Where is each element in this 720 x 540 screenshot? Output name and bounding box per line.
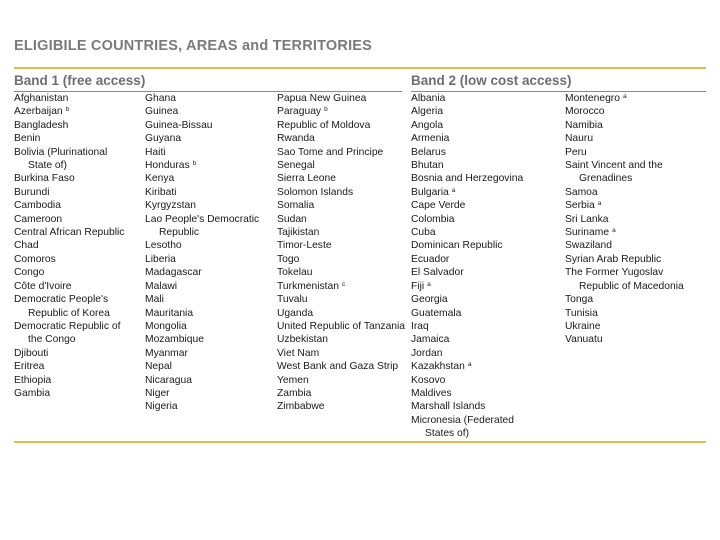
country-item xyxy=(277,266,405,279)
country-name-continuation: the Congo xyxy=(28,334,76,346)
country-item xyxy=(411,266,523,279)
country-item xyxy=(411,239,523,252)
country-name: Maldives xyxy=(411,387,452,399)
country-name: Angola xyxy=(411,119,444,131)
country-name: Guyana xyxy=(145,133,182,145)
country-name: Myanmar xyxy=(145,347,188,359)
country-name: Tajikistan xyxy=(277,227,320,239)
band-2-column-1 xyxy=(411,92,523,441)
country-name-continuation: Republic of Korea xyxy=(28,307,110,319)
country-name: Tuvalu xyxy=(277,294,308,306)
country-name: Mali xyxy=(145,294,164,306)
country-name: Zimbabwe xyxy=(277,401,325,413)
country-name: Ghana xyxy=(145,93,176,104)
country-item xyxy=(145,347,259,360)
country-name: El Salvador xyxy=(411,267,464,279)
country-item xyxy=(411,293,523,306)
country-name: Afghanistan xyxy=(14,93,69,104)
country-name: Bulgaria xyxy=(411,186,449,198)
country-name: Republic of Moldova xyxy=(277,119,371,131)
country-item xyxy=(14,132,124,145)
band-1-column-3 xyxy=(277,92,405,414)
country-name: Cape Verde xyxy=(411,200,466,212)
country-name: Malawi xyxy=(145,280,178,292)
country-item xyxy=(277,146,405,159)
country-item xyxy=(411,186,523,199)
country-name: Somalia xyxy=(277,200,315,212)
country-item xyxy=(411,320,523,333)
country-name: Tunisia xyxy=(565,307,598,319)
country-name: Iraq xyxy=(411,320,429,332)
country-item xyxy=(411,92,523,105)
country-item xyxy=(565,253,684,266)
country-name: Samoa xyxy=(565,186,598,198)
country-name: Belarus xyxy=(411,146,446,158)
country-name: Cambodia xyxy=(14,200,61,212)
country-name: Armenia xyxy=(411,133,450,145)
country-item xyxy=(145,307,259,320)
country-item xyxy=(14,360,124,373)
country-name: Yemen xyxy=(277,374,309,386)
country-name: Serbia xyxy=(565,200,595,212)
country-name: Senegal xyxy=(277,160,315,172)
country-item xyxy=(565,92,684,105)
footnote-marker: a xyxy=(597,200,602,208)
country-name: Ecuador xyxy=(411,253,450,265)
country-name: Burundi xyxy=(14,186,50,198)
country-item xyxy=(411,307,523,320)
country-name: Cuba xyxy=(411,227,436,239)
country-item xyxy=(565,293,684,306)
country-item xyxy=(565,132,684,145)
country-item xyxy=(565,226,684,239)
country-item xyxy=(277,253,405,266)
country-name: Swaziland xyxy=(565,240,612,252)
country-name: Paraguay xyxy=(277,106,322,118)
country-name: Comoros xyxy=(14,253,56,265)
footnote-marker: b xyxy=(65,106,70,114)
country-name-continuation: Republic xyxy=(159,227,200,239)
country-item xyxy=(145,374,259,387)
country-name: Chad xyxy=(14,240,39,252)
country-item xyxy=(145,186,259,199)
country-item xyxy=(411,199,523,212)
country-name: Bolivia (Plurinational xyxy=(14,146,108,158)
country-name: Mongolia xyxy=(145,320,187,332)
country-item xyxy=(411,333,523,346)
country-item xyxy=(277,105,405,118)
country-name-continuation: Grenadines xyxy=(579,173,633,185)
country-name: Dominican Republic xyxy=(411,240,503,252)
country-name: Honduras xyxy=(145,160,190,172)
country-name-continuation: States of) xyxy=(425,428,470,440)
country-item xyxy=(277,374,405,387)
country-item xyxy=(145,199,259,212)
country-item xyxy=(145,239,259,252)
country-name: Marshall Islands xyxy=(411,401,486,413)
country-item xyxy=(277,172,405,185)
country-item xyxy=(145,360,259,373)
country-item xyxy=(14,320,124,347)
country-item xyxy=(145,266,259,279)
country-name: Montenegro xyxy=(565,93,620,104)
country-item xyxy=(277,307,405,320)
country-item xyxy=(14,213,124,226)
country-name: Viet Nam xyxy=(277,347,320,359)
country-item xyxy=(277,293,405,306)
country-item xyxy=(411,387,523,400)
country-item xyxy=(145,293,259,306)
page-title: ELIGIBILE COUNTRIES, AREAS and TERRITORIES xyxy=(14,38,373,54)
country-item xyxy=(145,333,259,346)
country-item xyxy=(277,347,405,360)
country-item xyxy=(565,146,684,159)
country-name: Sierra Leone xyxy=(277,173,336,185)
country-name: Papua New Guinea xyxy=(277,93,367,104)
country-item xyxy=(565,186,684,199)
country-item xyxy=(14,199,124,212)
country-name: Togo xyxy=(277,253,300,265)
country-item xyxy=(411,400,523,413)
country-item xyxy=(565,320,684,333)
country-item xyxy=(145,280,259,293)
country-item xyxy=(411,360,523,373)
country-name: Peru xyxy=(565,146,587,158)
country-item xyxy=(411,253,523,266)
country-name: Kosovo xyxy=(411,374,446,386)
country-name: Nepal xyxy=(145,361,172,373)
country-name: The Former Yugoslav xyxy=(565,267,664,279)
country-name: Kazakhstan xyxy=(411,361,465,373)
country-name: Gambia xyxy=(14,387,51,399)
country-item xyxy=(14,347,124,360)
country-item xyxy=(277,199,405,212)
country-item xyxy=(145,146,259,159)
country-name: Nicaragua xyxy=(145,374,192,386)
country-item xyxy=(565,266,684,293)
country-item xyxy=(277,239,405,252)
country-item xyxy=(277,132,405,145)
country-item xyxy=(145,172,259,185)
country-name: Democratic Republic of xyxy=(14,320,121,332)
country-item xyxy=(411,159,523,172)
country-item xyxy=(14,239,124,252)
country-item xyxy=(277,226,405,239)
country-item xyxy=(411,280,523,293)
country-item xyxy=(411,105,523,118)
country-name: Georgia xyxy=(411,294,448,306)
footnote-marker: c xyxy=(342,280,346,288)
country-name: Nigeria xyxy=(145,401,178,413)
country-name: Namibia xyxy=(565,119,603,131)
country-item xyxy=(145,119,259,132)
country-item xyxy=(14,146,124,173)
country-item xyxy=(145,400,259,413)
country-name: Guatemala xyxy=(411,307,462,319)
country-name: Lesotho xyxy=(145,240,182,252)
footnote-marker: a xyxy=(612,227,616,235)
country-name: Tonga xyxy=(565,294,594,306)
footnote-marker: a xyxy=(467,361,472,369)
country-item xyxy=(145,387,259,400)
country-name: Turkmenistan xyxy=(277,280,339,292)
country-item xyxy=(145,92,259,105)
country-item xyxy=(145,105,259,118)
country-item xyxy=(411,146,523,159)
country-name: Colombia xyxy=(411,213,455,225)
country-item xyxy=(277,159,405,172)
country-name: Saint Vincent and the xyxy=(565,160,663,172)
country-name: Ukraine xyxy=(565,320,601,332)
country-item xyxy=(565,159,684,186)
country-item xyxy=(14,280,124,293)
country-item xyxy=(277,119,405,132)
country-item xyxy=(411,226,523,239)
country-name: Bhutan xyxy=(411,160,444,172)
country-item xyxy=(565,239,684,252)
band-1-column-2 xyxy=(145,92,259,414)
country-name: Uzbekistan xyxy=(277,334,328,346)
country-item xyxy=(565,333,684,346)
country-name: Kyrgyzstan xyxy=(145,200,196,212)
country-item xyxy=(145,213,259,240)
country-name: Uganda xyxy=(277,307,314,319)
country-item xyxy=(145,320,259,333)
country-item xyxy=(277,320,405,333)
country-name: Nauru xyxy=(565,133,594,145)
country-name: Timor-Leste xyxy=(277,240,332,252)
band-1-heading: Band 1 (free access) xyxy=(14,73,146,88)
country-name: Eritrea xyxy=(14,361,45,373)
country-name: Sao Tome and Principe xyxy=(277,146,384,158)
footnote-marker: b xyxy=(324,106,328,114)
country-item xyxy=(14,266,124,279)
country-item xyxy=(14,92,124,105)
country-name: West Bank and Gaza Strip xyxy=(277,361,399,373)
country-name: Kenya xyxy=(145,173,175,185)
country-name: Jordan xyxy=(411,347,443,359)
country-item xyxy=(14,119,124,132)
country-item xyxy=(277,213,405,226)
country-name: Democratic People's xyxy=(14,294,109,306)
country-name: Solomon Islands xyxy=(277,186,354,198)
country-item xyxy=(145,132,259,145)
footnote-marker: a xyxy=(451,186,456,194)
country-name: Bosnia and Herzegovina xyxy=(411,173,524,185)
band-2-column-2 xyxy=(565,92,684,347)
title-divider xyxy=(14,67,706,69)
country-name: Cameroon xyxy=(14,213,63,225)
country-name: Kiribati xyxy=(145,186,177,198)
country-name: Micronesia (Federated xyxy=(411,414,515,426)
country-item xyxy=(277,186,405,199)
country-name: Fiji xyxy=(411,280,425,292)
country-item xyxy=(565,199,684,212)
country-name: Mozambique xyxy=(145,334,204,346)
country-name: Ethiopia xyxy=(14,374,52,386)
country-item xyxy=(14,253,124,266)
country-item xyxy=(277,333,405,346)
country-item xyxy=(145,253,259,266)
country-name: Sri Lanka xyxy=(565,213,609,225)
country-name: Jamaica xyxy=(411,334,450,346)
bottom-divider xyxy=(14,441,706,443)
country-item xyxy=(277,360,405,373)
country-item xyxy=(411,132,523,145)
country-item xyxy=(411,119,523,132)
country-item xyxy=(277,280,405,293)
country-item xyxy=(14,172,124,185)
country-item xyxy=(145,159,259,172)
country-item xyxy=(411,172,523,185)
footnote-marker: b xyxy=(192,160,197,168)
country-name-continuation: State of) xyxy=(28,160,67,172)
country-name: Lao People's Democratic xyxy=(145,213,260,225)
country-name: Syrian Arab Republic xyxy=(565,253,662,265)
country-name: Morocco xyxy=(565,106,605,118)
country-name: Congo xyxy=(14,267,45,279)
country-name: Vanuatu xyxy=(565,334,603,346)
country-name: Guinea xyxy=(145,106,179,118)
country-name: Benin xyxy=(14,133,41,145)
country-name: Côte d'Ivoire xyxy=(14,280,72,292)
country-item xyxy=(411,213,523,226)
country-name: Bangladesh xyxy=(14,119,69,131)
country-name: Sudan xyxy=(277,213,307,225)
country-name: Albania xyxy=(411,93,446,104)
band-1-column-1 xyxy=(14,92,124,400)
country-name: Zambia xyxy=(277,387,312,399)
country-name: Burkina Faso xyxy=(14,173,75,185)
country-item xyxy=(14,374,124,387)
country-name-continuation: Republic of Macedonia xyxy=(579,280,684,292)
country-item xyxy=(565,119,684,132)
country-item xyxy=(565,307,684,320)
country-item xyxy=(14,293,124,320)
country-name: Mauritania xyxy=(145,307,194,319)
country-name: Niger xyxy=(145,387,170,399)
country-name: Central African Republic xyxy=(14,227,125,239)
country-item xyxy=(14,186,124,199)
country-name: Djibouti xyxy=(14,347,49,359)
country-item xyxy=(14,105,124,118)
country-name: Azerbaijan xyxy=(14,106,63,118)
country-name: United Republic of Tanzania xyxy=(277,320,406,332)
country-item xyxy=(14,226,124,239)
country-item xyxy=(565,213,684,226)
country-item xyxy=(277,387,405,400)
country-item xyxy=(411,414,523,441)
country-name: Liberia xyxy=(145,253,176,265)
country-name: Algeria xyxy=(411,106,444,118)
country-item xyxy=(277,92,405,105)
country-item xyxy=(411,347,523,360)
country-item xyxy=(277,400,405,413)
country-name: Rwanda xyxy=(277,133,315,145)
country-item xyxy=(411,374,523,387)
country-name: Madagascar xyxy=(145,267,202,279)
country-name: Guinea-Bissau xyxy=(145,119,213,131)
country-name: Tokelau xyxy=(277,267,313,279)
country-name: Suriname xyxy=(565,227,610,239)
footnote-marker: a xyxy=(622,93,627,100)
footnote-marker: a xyxy=(427,280,431,288)
country-name: Haiti xyxy=(145,146,166,158)
country-item xyxy=(14,387,124,400)
country-item xyxy=(565,105,684,118)
band-2-heading: Band 2 (low cost access) xyxy=(411,73,572,88)
